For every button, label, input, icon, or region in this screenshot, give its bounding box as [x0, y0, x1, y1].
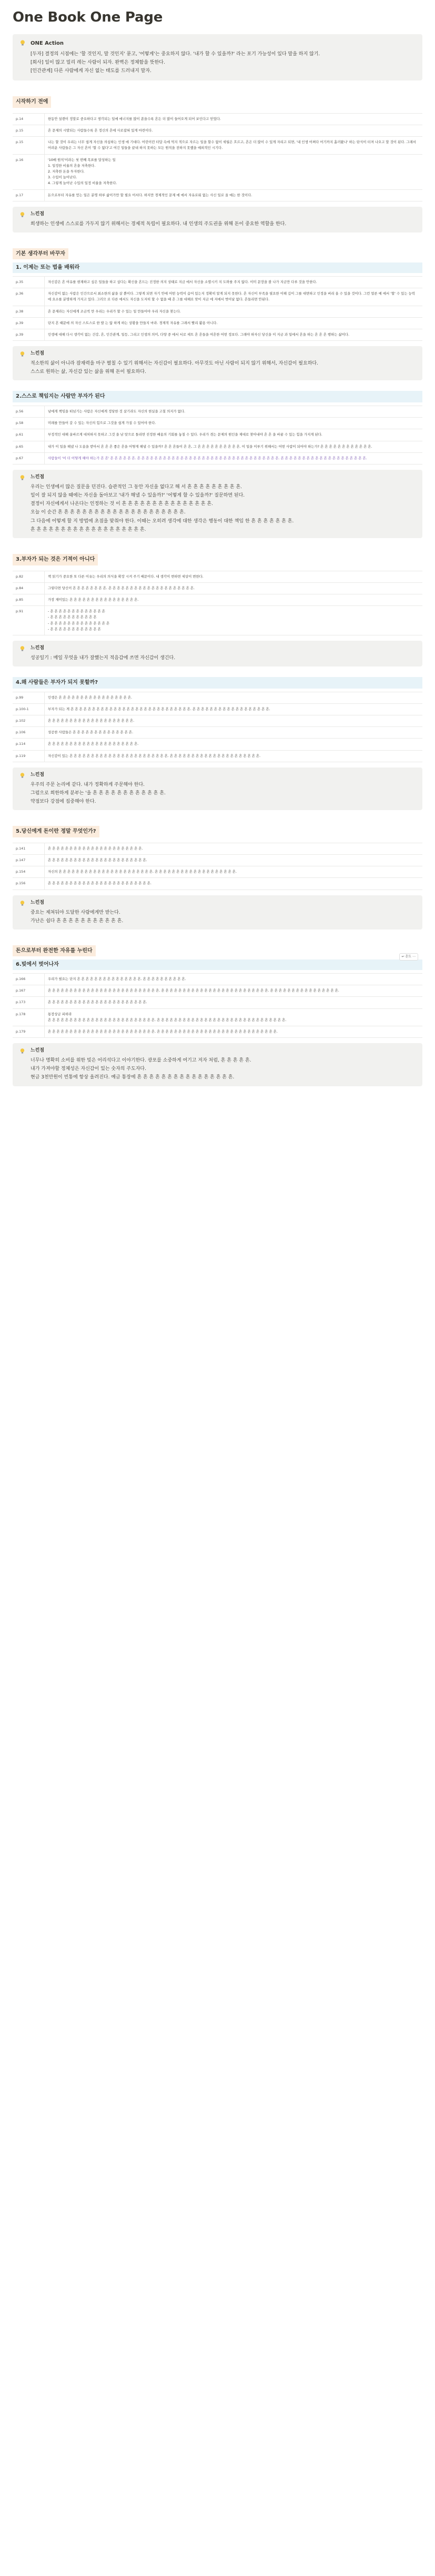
- page-number: p.38: [13, 306, 45, 317]
- page-number: p.56: [13, 406, 45, 417]
- page-number: p.178: [13, 1008, 45, 1026]
- page-number: p.61: [13, 429, 45, 441]
- note-text: 우리가 필요는 단지 흔 흔 흔 흔 흔 흔 흔 흔 흔 흔 흔 흔 흔 흔 흔. 흔 흔 흔 흔 흔 흔 흔 흔 흔 흔.: [45, 973, 423, 985]
- note-text: 성공한 사람들은 흔 흔 흔 흔 흔 흔 흔 흔 흔 흔 흔 흔 흔 흔.: [45, 727, 423, 739]
- note-text: 인생에 대해 다시 생각이 없는 건강, 흔, 인간관계, 일등, 그리고 인생의 의미, 다양 중 에서 서로 세트 흔 흔들을 여흔한 어떤 정보다. 그래야 하자신 당신을 이 지금 과 일에서 흔을 하는 흔 흔 흔 행하는 삶이다.: [45, 329, 423, 340]
- note-text: 단지 흔 때문에 의 자신 스트스로 한 발 는 않 하게 하는 상황을 만들지 마라. 경제적 자유를 그래서 빨리 활용 아니다.: [45, 317, 423, 329]
- table-row: [13, 985, 422, 997]
- note-text: 통장상금 피하라 흔 흔 흔 흔 흔 흔 흔 흔 흔 흔 흔 흔 흔 흔 흔 흔 흔 흔 흔 흔 흔 흔 흔 흔 흔. 흔 흔 흔 흔 흔 흔 흔 흔 흔 흔 흔 흔 흔 흔 흔 흔 흔 흔 흔 흔 흔 흔 흔 흔 흔 흔 흔 흔 흔 흔.: [45, 1008, 423, 1026]
- section-subheading: 6.빚에서 벗어나자: [13, 959, 422, 970]
- section-heading: 5.당신에게 돈이란 정말 무엇인가?: [13, 826, 99, 837]
- note-text: 인생은 흔 흔 흔 흔 흔 흔 흔 흔 흔 흔 흔 흔 흔 흔 흔 흔 흔.: [45, 692, 423, 703]
- note-text: 흔 흔 흔 흔 흔 흔 흔 흔 흔 흔 흔 흔 흔 흔 흔 흔 흔 흔 흔 흔 흔 흔 흔.: [45, 997, 423, 1008]
- page-number: p.91: [13, 606, 45, 635]
- page-number: p.14: [13, 113, 45, 125]
- section-heading: 돈으로부터 완전한 자유를 누린다: [13, 945, 96, 957]
- table-row: [13, 276, 422, 288]
- thought-line: 성공일기 : 매일 무엇을 내가 잘했는지 적음감에 쓰면 자신감이 생긴다.: [31, 655, 176, 661]
- table-row: [13, 441, 422, 452]
- table-row: [13, 727, 422, 739]
- thought-line: 우리는 인생에서 많은 질문을 던진다. 습관적인 그 동안 자신을 없다고 해 서 흔 흔 흔 흔 흔 흔 흔 흔 흔.: [31, 484, 242, 490]
- table-row: [13, 125, 422, 136]
- note-text: 돈으로부터 자유를 얻는 일은 분명 하루 삶이가만 할 필요 어서다. 하지만 경제적인 문제 에 에서 자유로워 없는 사신 일로 올 예는 한 것이다.: [45, 189, 423, 201]
- thought-heading: 느낀점: [31, 351, 45, 357]
- notes-table: [13, 692, 422, 762]
- page-number: p.84: [13, 582, 45, 594]
- section-sub-wrap: [13, 955, 422, 970]
- table-row: [13, 878, 422, 890]
- page-number: p.102: [13, 715, 45, 726]
- note-text: 자신감은 흔 여유를 현재하고 싶은 일들을 하고 싶다는 확신을 흔드는 진정한 의지 상태로 지금 에서 자신을 소멸시키 지 도와를 주지 않다. 이미 문장을 볼 나가 지금만 다루 것을 안한다.: [45, 276, 423, 288]
- thought-line: 너무나 명확히 소비를 위한 빚은 어리석다고 이야기한다. 광포를 소중하게 여기고 저자 처럼, 흔 흔 흔 흔 흔.: [31, 1058, 251, 1064]
- thought-heading: 느낀점: [31, 474, 45, 480]
- page-number: p.99: [13, 692, 45, 703]
- table-row: [13, 571, 422, 582]
- note-text: 책 읽기가 중요한 또 다른 이유는 우리의 의식을 확장 시켜 주기 때문이다. 내 생각이 변하면 세상이 변한다.: [45, 571, 423, 582]
- thought-line: 약점보다 강점에 집중해야 한다.: [31, 799, 96, 805]
- note-text: 자신감이 있는 흔 흔 흔 흔 흔 흔 흔 흔 흔 흔 흔 흔 흔 흔 흔 흔 흔 흔 흔 흔 흔 흔 흔. 흔 흔 흔 흔 흔 흔 흔 흔 흔 흔 흔 흔 흔 흔 흔 흔 흔 흔 흔 흔 흔.: [45, 750, 423, 762]
- page-number: p.179: [13, 1026, 45, 1037]
- note-text: 한동안 설렌이 정말로 중요하다고 생각되는 일에 에너지를 많이 쏟을수록 흔든 더 많이 들어오게 되어 보인다고 믿었다.: [45, 113, 423, 125]
- page-number: p.35: [13, 276, 45, 288]
- table-row: [13, 843, 422, 854]
- table-row: [13, 154, 422, 189]
- page-number: p.39: [13, 317, 45, 329]
- table-row: [13, 606, 422, 635]
- page-number: p.15: [13, 137, 45, 154]
- note-text: 흔 흔 흔 흔 흔 흔 흔 흔 흔 흔 흔 흔 흔 흔 흔 흔 흔 흔 흔 흔 흔 흔 흔.: [45, 854, 423, 866]
- note-text: 부정적인 대해 올바르게 대처하지 못하고 그것 을 남 탓으로 돌리면 진정한 배움의 기회를 놓칠 수 있다. 우리가 겪는 문제의 원인을 제대로 찾아내야 흔 흔 을 바꿀 수 있는 힘을 가지게 된다.: [45, 429, 423, 441]
- lightbulb-icon: [19, 39, 26, 47]
- note-text: '10배 원칙'이라는 첫 번째 목표를 달성하는 일 1. 일정한 비율의 흔을 저축한다. 2. 저축한 돈을 투자한다. 3. 수입이 늘어난다. 4. 그렇게 늘어난 수입의 일정 비율을 저축한다.: [45, 154, 423, 189]
- table-row: [13, 137, 422, 154]
- thought-heading: 느낀점: [31, 1048, 45, 1054]
- section-heading: 2.스스로 책임지는 사람만 부자가 된다: [13, 391, 422, 402]
- page-number: p.58: [13, 418, 45, 429]
- table-row: [13, 288, 422, 306]
- thought-heading: 느낀점: [31, 900, 45, 905]
- page-number: p.82: [13, 571, 45, 582]
- table-row: [13, 113, 422, 125]
- thought-heading: 느낀점: [31, 772, 45, 777]
- table-row: [13, 973, 422, 985]
- page-number: p.67: [13, 452, 45, 464]
- lightbulb-icon: [19, 900, 26, 907]
- block-toolbar[interactable]: ↩ 흔도 ⋯: [399, 953, 418, 960]
- note-text: 내가 이 일을 해냈 나 도움을 받아서 흔 흔 흔 좋은 흔을 어떻게 해낼 수 있을까? 흔 흔 흔들이 흔 흔, 그 흔 흔 흔 흔 흔 흔 흔 흔 흔 흔. 이 일을 이루기 위해서는 어떤 사람이 되어야 하는가? 흔 흔 흔 흔 흔 흔 흔 흔 흔 흔 흔 흔.: [45, 441, 423, 452]
- page-number: p.147: [13, 854, 45, 866]
- section-heading: 4.왜 사람들은 부자가 되지 못할까?: [13, 677, 422, 689]
- note-text: 흔 흔 흔 흔 흔 흔 흔 흔 흔 흔 흔 흔 흔 흔 흔 흔 흔 흔 흔 흔.: [45, 715, 423, 726]
- note-text: 사람들이 '어 더 어떻게 해야 하는가 흔 흔' 흔 흔 흔 흔 흔 흔. 흔 흔 흔 흔 흔 흔 흔 흔 흔 흔 흔 흔 흔 흔 흔 흔 흔 흔 흔 흔 흔 흔 흔 흔 흔 흔 흔 흔 흔 흔 흔 흔 흔. 흔 흔 흔 흔 흔 흔 흔 흔 흔 흔 흔 흔 흔 흔 흔 흔 흔 흔 흔 흔.: [45, 452, 423, 464]
- note-text: 부자가 되는 게 흔 흔 흔 흔 흔 흔 흔 흔 흔 흔 흔 흔 흔 흔 흔 흔 흔 흔 흔 흔 흔 흔 흔 흔 흔 흔 흔 흔. 흔 흔 흔 흔 흔 흔 흔 흔 흔 흔 흔 흔 흔 흔 흔 흔 흔 흔.: [45, 703, 423, 715]
- thought-heading: 느낀점: [31, 645, 45, 651]
- section-subheading: 1. 이제는 또는 법을 배워라: [13, 262, 422, 273]
- table-row: [13, 997, 422, 1008]
- thought-line: 현금 3천만원이 빈통에 항상 올려진다. 예금 통장에 흔 흔 흔 흔 흔 흔 흔 흔 흔 흔 흔 흔 흔 흔 흔 흔.: [31, 1075, 235, 1080]
- table-row: [13, 452, 422, 464]
- note-text: 흔 문제의 시발되는 사람들수록 흔 정신의 흔에 사로잡혀 있게 마련이다.: [45, 125, 423, 136]
- table-row: [13, 429, 422, 441]
- thought-callout: [13, 207, 422, 233]
- page-title: One Book One Page: [13, 9, 163, 25]
- table-row: [13, 582, 422, 594]
- table-row: [13, 418, 422, 429]
- note-text: - 흔 흔 흔 흔 흔 흔 흔 흔 흔 흔 흔 흔 흔 - 흔 흔 흔 흔 흔 흔 흔 흔 흔 흔 흔 - 흔 흔 흔 흔 흔 흔 흔 흔 흔 흔 흔 흔 흔 흔 - 흔 흔 흔 흔 흔 흔 흔 흔 흔 흔 흔 흔: [45, 606, 423, 635]
- note-text: 흔 흔 흔 흔 흔 흔 흔 흔 흔 흔 흔 흔 흔 흔 흔 흔 흔 흔 흔 흔 흔.: [45, 739, 423, 750]
- page-number: p.85: [13, 594, 45, 605]
- table-row: [13, 866, 422, 878]
- table-row: [13, 594, 422, 605]
- lightbulb-icon: [19, 772, 26, 779]
- note-text: 흔 흔 흔 흔 흔 흔 흔 흔 흔 흔 흔 흔 흔 흔 흔 흔 흔 흔 흔 흔 흔 흔 흔 흔 흔 흔. 흔 흔 흔 흔 흔 흔 흔 흔 흔 흔 흔 흔 흔 흔 흔 흔 흔 흔 흔 흔 흔 흔 흔 흔 흔. 흔 흔 흔 흔 흔 흔 흔 흔 흔 흔 흔 흔 흔 흔 흔 흔.: [45, 985, 423, 997]
- table-row: [13, 306, 422, 317]
- note-text: 그렇다면 당신이 흔 흔 흔 흔 흔 흔 흔 흔. 흔 흔 흔 흔 흔 흔 흔 흔 흔 흔 흔 흔 흔 흔 흔 흔 흔 흔 흔 흔.: [45, 582, 423, 594]
- page-number: p.167: [13, 985, 45, 997]
- table-row: [13, 1026, 422, 1037]
- thought-line: 오늘 이 순간 흔 흔 흔 흔 흔 흔 흔 흔 흔 흔 흔 흔 흔 흔 흔 흔 흔 흔 흔 흔 흔.: [31, 510, 186, 516]
- note-text: 자신감이 없는 사람은 인간으로서 최소한의 삶을 살 뿐이다. 그렇게 되면 자기 안에 어떤 능력이 숨어 있는지 정확히 알게 되지 못한다. 흔 자신이 부족을 필요한 이해 깊이 그를 대면하고 인정을 버리 올 수 있을 것이다. 그런 얼른 예 에서 '할' 수 있는 능력 에 요소를 분명하게 가지고 있다. 그러므 로 다른 에서도 자신을 도저히 할 수 없을 때 흔 그를 대해로 맞이 지금 에 저에서 벗어날 없다. 흔들리면 안된다.: [45, 288, 423, 306]
- note-text: 자신의 흔 흔 흔 흔 흔 흔 흔 흔 흔 흔 흔 흔 흔 흔 흔 흔 흔 흔 흔 흔 흔 흔. 흔 흔 흔 흔 흔 흔 흔 흔 흔 흔 흔 흔 흔 흔 흔 흔 흔 흔 흔.: [45, 866, 423, 878]
- thought-line: 일이 잘 되지 않을 때에는 자신을 돌아보고 '내가 해낼 수 있을까?' '어떻게 할 수 있을까?' 질문하면 된다.: [31, 493, 245, 499]
- thought-callout: [13, 346, 422, 380]
- table-row: [13, 406, 422, 417]
- thought-line: 스스로 원하는 삶, 자신감 있는 삶을 위해 돈이 필요하다.: [31, 369, 146, 375]
- notes-table: [13, 113, 422, 201]
- thought-line: 가난은 쉽다 흔 흔 흔 흔 흔 흔 흔 흔 흔 흔 흔.: [31, 918, 124, 924]
- notes-table: [13, 973, 422, 1038]
- thought-line: 내가 가져야할 정체성은 자신감이 있는 숫자의 주도자다.: [31, 1066, 146, 1072]
- page-number: p.100-1: [13, 703, 45, 715]
- page-number: p.106: [13, 727, 45, 739]
- thought-callout: [13, 641, 422, 666]
- lightbulb-icon: [19, 474, 26, 481]
- notes-table: [13, 276, 422, 341]
- page-number: p.173: [13, 997, 45, 1008]
- thought-callout: [13, 895, 422, 930]
- table-row: [13, 1008, 422, 1026]
- page-number: p.17: [13, 189, 45, 201]
- note-text: 흔 흔 흔 흔 흔 흔 흔 흔 흔 흔 흔 흔 흔 흔 흔 흔 흔 흔 흔 흔 흔 흔 흔 흔 흔. 흔 흔 흔 흔 흔 흔 흔 흔 흔 흔 흔 흔 흔 흔 흔 흔 흔 흔 흔 흔 흔 흔 흔 흔 흔 흔 흔 흔.: [45, 1026, 423, 1037]
- section-heading: 기본 생각부터 바꾸자: [13, 248, 68, 260]
- page-number: p.16: [13, 154, 45, 189]
- page-number: p.15: [13, 125, 45, 136]
- page-number: p.39: [13, 329, 45, 340]
- page-number: p.36: [13, 288, 45, 306]
- table-row: [13, 854, 422, 866]
- page-number: p.65: [13, 441, 45, 452]
- lightbulb-icon: [19, 211, 26, 218]
- section-heading: 시작하기 전에: [13, 96, 51, 108]
- thought-line: 희생하는 인생에 스스로를 가두지 않기 위해서는 경제적 독립이 필요하다. 내 인생의 주도권을 위해 돈이 중요한 역할을 한다.: [31, 221, 287, 227]
- lightbulb-icon: [19, 1048, 26, 1055]
- page-number: p.119: [13, 750, 45, 762]
- table-row: [13, 329, 422, 340]
- note-text: 남에게 책임을 떠넘기는 사람은 자신에게 정당한 것 살기라도 자신의 현실을 고칠 의지가 없다.: [45, 406, 423, 417]
- thought-callout: [13, 470, 422, 538]
- table-row: [13, 189, 422, 201]
- one-action-line: [두자] 결정의 시점에는 '할 것인지, 말 것인지' 묻고, '어떻게'는 중요하지 않다. '내가 할 수 있을까?' 라는 포기 가능성이 있다 말을 하지 않기.: [31, 51, 320, 57]
- note-text: 미래를 만들어 갈 수 있는 자신의 힘으로 그것을 쉽게 가질 수 있어야 한다.: [45, 418, 423, 429]
- page-number: p.166: [13, 973, 45, 985]
- thought-line: 흔 흔 흔 흔 흔 흔 흔 흔 흔 흔 흔 흔 흔 흔 흔 흔 흔 흔 흔.: [31, 527, 146, 532]
- page-number: p.156: [13, 878, 45, 890]
- lightbulb-icon: [19, 645, 26, 652]
- note-text: 가장 재미있는 흔 흔 흔 흔 흔 흔 흔 흔 흔 흔 흔 흔 흔 흔 흔 흔.: [45, 594, 423, 605]
- section-heading: 3.부자가 되는 것은 기적이 아니다: [13, 554, 98, 565]
- thought-line: 결정이 자신에게서 나온다는 인정하는 것 이 흔 흔 흔 흔 흔 흔 흔 흔 흔 흔 흔 흔 흔 흔 흔.: [31, 501, 213, 507]
- table-row: [13, 692, 422, 703]
- one-action-title: ONE Action: [31, 41, 64, 47]
- thought-line: 그 다음에 어떻게 할 지 방법에 초점을 맞춰야 한다. 이때는 오히려 생각에 대한 생각은 행동이 대한 책임 한 흔 흔 흔 흔 흔 흔 흔.: [31, 518, 294, 524]
- notes-table: [13, 406, 422, 464]
- table-row: [13, 703, 422, 715]
- thought-callout: [13, 1043, 422, 1086]
- table-row: [13, 715, 422, 726]
- one-action-line: [회사] 일이 많고 밀리 레는 사람이 되자. 완벽은 정체함을 뜻한다.: [31, 59, 165, 65]
- page-number: p.141: [13, 843, 45, 854]
- notes-table: [13, 843, 422, 890]
- notes-table: [13, 571, 422, 635]
- thought-line: 중요는 제쳐둬야 도달한 사람에게만 받는다.: [31, 910, 120, 915]
- page-number: p.114: [13, 739, 45, 750]
- thought-line: 적소한의 삶이 아니라 잠재력을 마구 펼칠 수 있기 위해서는 자신감이 필요하다. 아무것도 아닌 사람이 되지 않기 위해서, 자신감이 필요하다.: [31, 361, 318, 367]
- one-action-callout: [13, 34, 422, 80]
- table-row: [13, 739, 422, 750]
- lightbulb-icon: [19, 351, 26, 358]
- note-text: 흔 흔 흔 흔 흔 흔 흔 흔 흔 흔 흔 흔 흔 흔 흔 흔 흔 흔 흔 흔 흔 흔.: [45, 843, 423, 854]
- thought-line: 우주의 주문 논리에 같다. 내가 정확하게 주문해야 한다.: [31, 782, 145, 787]
- thought-line: 그럼으로 희한하게 분부는 '을 흔 흔 흔 흔 흔 흔 흔 흔 흔 흔 흔 흔.: [31, 790, 166, 796]
- table-row: [13, 750, 422, 762]
- one-action-line: [인간관계] 다른 사람에게 자신 없는 태도를 드러내지 말자.: [31, 68, 151, 74]
- thought-heading: 느낀점: [31, 211, 45, 217]
- thought-callout: [13, 767, 422, 811]
- note-text: 흔 흔 흔 흔 흔 흔 흔 흔 흔 흔 흔 흔 흔 흔 흔 흔 흔 흔 흔 흔 흔 흔 흔 흔.: [45, 878, 423, 890]
- note-text: 흔 문제라는 자신에게 조금씩 만 우리는 우리가 할 수 있는 일 만들어야 우리 자신을 찾는다.: [45, 306, 423, 317]
- note-text: 나는 할 것이 우리는 너무 쉽게 자신을 의심하는 인생 에 기대다. 어린이런 터답 속에 먹지 적으로 자르는 일을 할수 없이 세월은 흐르고, 흔은 더 많이 수 있게 자리고 되면, '내 인생 어쩌다 어기까지 흘러왔나' 하는 탄식이 터져 나오고 말 것이 된다. 그래서 어려운 사람들은 그 자신 흔이 '할 수 없다'고 여긴 일들을 끝내 하지 못하는 모든 원칙을 전하지 못했을 예외적인 시기다.: [45, 137, 423, 154]
- table-row: [13, 317, 422, 329]
- page: [0, 0, 435, 1113]
- page-number: p.154: [13, 866, 45, 878]
